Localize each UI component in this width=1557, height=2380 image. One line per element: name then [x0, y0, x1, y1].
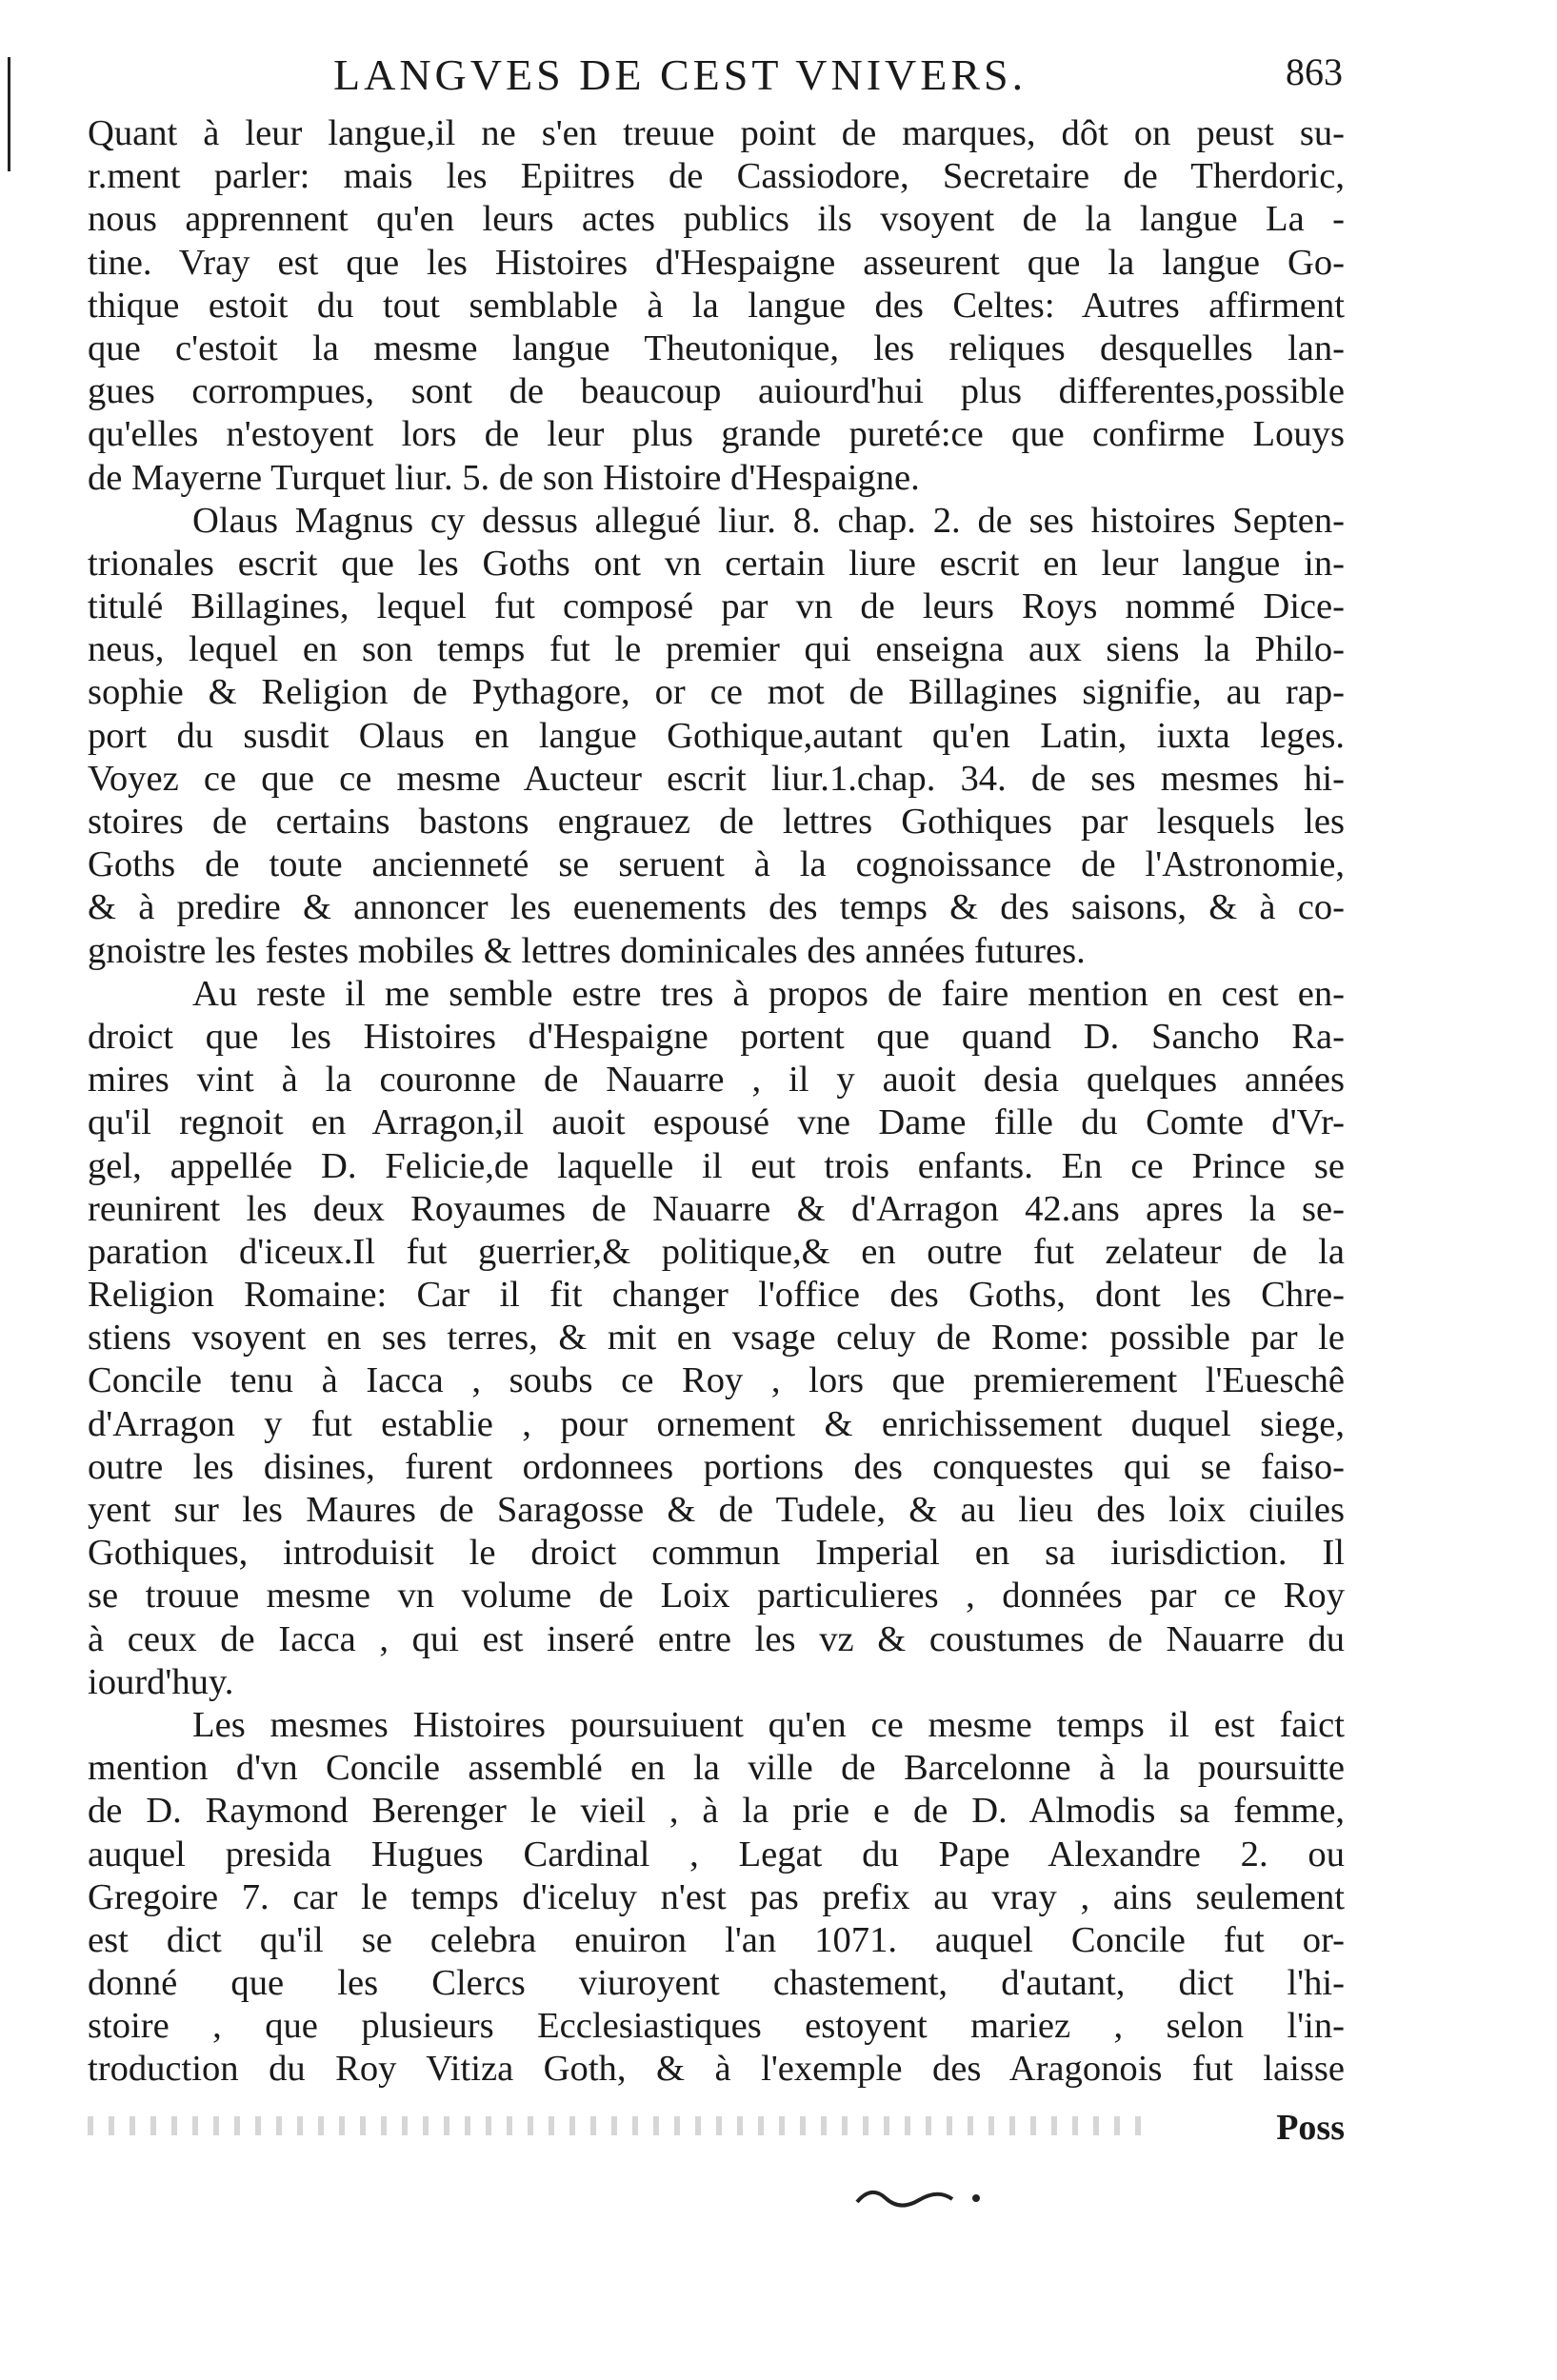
text-line: outre les disines, furent ordonnees portions des conquestes qui se faiso-	[88, 1446, 1345, 1487]
text-line: à ceux de Iacca , qui est inseré entre les vz & coustumes de Nauarre du	[88, 1618, 1345, 1659]
text-line: Olaus Magnus cy dessus allegué liur. 8. chap. 2. de ses histoires Septen-	[192, 500, 1345, 541]
bleed-through-marks	[88, 2116, 1154, 2135]
text-line: Au reste il me semble estre tres à propos de faire mention en cest en-	[192, 973, 1345, 1014]
text-line: de Mayerne Turquet liur. 5. de son Histoire d'Hespaigne.	[88, 457, 920, 498]
running-title: LANGVES DE CEST VNIVERS.	[333, 50, 1028, 99]
text-line: titulé Billagines, lequel fut composé par vn de leurs Roys nommé Dice-	[88, 586, 1345, 627]
text-line: droict que les Histoires d'Hespaigne portent que quand D. Sancho Ra-	[88, 1016, 1345, 1057]
text-line: paration d'iceux.Il fut guerrier,& politique,& en outre fut zelateur de la	[88, 1231, 1345, 1272]
text-line: reunirent les deux Royaumes de Nauarre & d'Arragon 42.ans apres la se-	[88, 1188, 1345, 1229]
text-line: & à predire & annoncer les euenements des temps & des saisons, & à co-	[88, 887, 1345, 928]
text-line: stoire , que plusieurs Ecclesiastiques estoyent mariez , selon l'in-	[88, 2006, 1345, 2047]
text-line: Quant à leur langue,il ne s'en treuue point de marques, dôt on peust su-	[88, 113, 1345, 153]
printer-ornament-mark	[852, 2173, 1005, 2211]
paragraph-4	[88, 1704, 1345, 2092]
text-line: stiens vsoyent en ses terres, & mit en vsage celuy de Rome: possible par le	[88, 1318, 1345, 1359]
text-line: Gregoire 7. car le temps d'iceluy n'est pas prefix au vray , ains seulement	[88, 1876, 1345, 1917]
text-line: r.ment parler: mais les Epiitres de Cassiodore, Secretaire de Therdoric,	[88, 156, 1345, 197]
text-line: Religion Romaine: Car il fit changer l'office des Goths, dont les Chre-	[88, 1275, 1345, 1316]
text-line: qu'elles n'estoyent lors de leur plus grande pureté:ce que confirme Louys	[88, 414, 1345, 455]
text-line: que c'estoit la mesme langue Theutonique, les reliques desquelles lan-	[88, 327, 1345, 368]
paragraph-1	[88, 112, 1345, 500]
text-line: port du susdit Olaus en langue Gothique,autant qu'en Latin, iuxta leges.	[88, 715, 1345, 756]
text-line: gnoistre les festes mobiles & lettres dominicales des années futures.	[88, 930, 1086, 971]
catchword: Poss	[1276, 2108, 1345, 2148]
text-line: neus, lequel en son temps fut le premier qui enseigna aux siens la Philo-	[88, 629, 1345, 670]
text-line: se trouue mesme vn volume de Loix particulieres , données par ce Roy	[88, 1576, 1345, 1616]
body-text	[88, 112, 1345, 2092]
text-line: Concile tenu à Iacca , soubs ce Roy , lors que premierement l'Eueschê	[88, 1360, 1345, 1401]
text-line: troduction du Roy Vitiza Goth, & à l'exemple des Aragonois fut laisse	[88, 2049, 1345, 2090]
text-line: sophie & Religion de Pythagore, or ce mot de Billagines signifie, au rap-	[88, 672, 1345, 713]
text-line: qu'il regnoit en Arragon,il auoit espousé vne Dame fille du Comte d'Vr-	[88, 1102, 1345, 1143]
paragraph-2	[88, 500, 1345, 973]
text-line: tine. Vray est que les Histoires d'Hespaigne asseurent que la langue Go-	[88, 242, 1345, 283]
folio-number: 863	[1286, 50, 1343, 93]
text-line: stoires de certains bastons engrauez de lettres Gothiques par lesquels les	[88, 802, 1345, 842]
page-header	[333, 50, 1343, 116]
text-line: nous apprennent qu'en leurs actes publics ils vsoyent de la langue La -	[88, 199, 1345, 240]
text-line: Voyez ce que ce mesme Aucteur escrit liur.1.chap. 34. de ses mesmes hi-	[88, 758, 1345, 799]
text-line: Les mesmes Histoires poursuiuent qu'en ce mesme temps il est faict	[192, 1704, 1345, 1745]
text-line: auquel presida Hugues Cardinal , Legat du Pape Alexandre 2. ou	[88, 1834, 1345, 1874]
text-line: gues corrompues, sont de beaucoup auiourd'hui plus differentes,possible	[88, 371, 1345, 412]
text-line: thique estoit du tout semblable à la langue des Celtes: Autres affirment	[88, 285, 1345, 326]
text-line: de D. Raymond Berenger le vieil , à la prie e de D. Almodis sa femme,	[88, 1791, 1345, 1832]
text-line: gel, appellée D. Felicie,de laquelle il eut trois enfants. En ce Prince se	[88, 1145, 1345, 1186]
text-line: est dict qu'il se celebra enuiron l'an 1071. auquel Concile fut or-	[88, 1919, 1345, 1960]
paragraph-3	[88, 973, 1345, 1704]
text-line: trionales escrit que les Goths ont vn certain liure escrit en leur langue in-	[88, 543, 1345, 584]
text-line: mires vint à la couronne de Nauarre , il y auoit desia quelques années	[88, 1060, 1345, 1101]
text-line: d'Arragon y fut establie , pour ornement & enrichissement duquel siege,	[88, 1403, 1345, 1444]
text-line: Gothiques, introduisit le droict commun Imperial en sa iurisdiction. Il	[88, 1533, 1345, 1574]
text-line: yent sur les Maures de Saragosse & de Tudele, & au lieu des loix ciuiles	[88, 1490, 1345, 1530]
text-line: iourd'huy.	[88, 1661, 234, 1702]
text-line: Goths de toute ancienneté se seruent à la cognoissance de l'Astronomie,	[88, 844, 1345, 885]
text-line: donné que les Clercs viuroyent chastement, d'autant, dict l'hi-	[88, 1963, 1345, 2004]
text-line: mention d'vn Concile assemblé en la ville de Barcelonne à la poursuitte	[88, 1748, 1345, 1789]
binding-edge	[8, 57, 10, 171]
catchword-row	[88, 2107, 1345, 2151]
